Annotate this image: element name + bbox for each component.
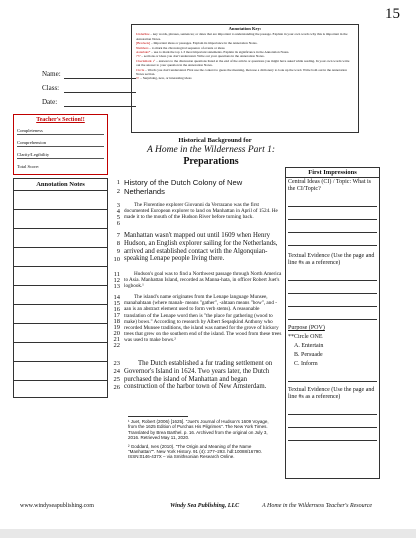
line-number: 16 [113, 306, 120, 313]
page-number: 15 [385, 6, 400, 22]
central-ideas-prompt: Central Ideas (CI) / Topic: What is the CI/Topic? [288, 179, 372, 192]
notes-line[interactable] [14, 381, 107, 399]
answer-line[interactable] [288, 194, 377, 207]
answer-line[interactable] [288, 428, 377, 441]
article-subtitle: Preparations [183, 156, 239, 167]
teacher-section-title: Teacher's Section!! [36, 117, 85, 123]
line-number: 20 [113, 330, 120, 337]
answer-line[interactable] [288, 294, 377, 307]
answer-line[interactable] [288, 281, 377, 294]
line-number: 3 [116, 202, 120, 209]
key-desc: – Words you don't understand. First use the context to guess the meaning, then use a dictionary to look up the word. Write both out in the Annotation Notes section. [136, 67, 347, 77]
answer-line[interactable] [288, 220, 377, 233]
purpose-option-entertain[interactable]: A. Entertain [294, 343, 324, 349]
line-number: 19 [113, 324, 120, 331]
answer-line[interactable] [288, 415, 377, 428]
criteria-row[interactable] [17, 138, 104, 147]
key-desc: – key words, phrases, sentences; or dates that are important to understanding the passage. Explain in your own words why this is important in the Annotation Notes. [136, 32, 348, 41]
footnote-2: ² Goddard, Ives (2010). "The Origin and Meaning of the Name "Manhattan"". New York History. 91 (4): 277–293. hdl:10088/16790. ISSN:0146-437X – via Smithsonian Research Online. [128, 443, 263, 460]
name-field[interactable] [42, 70, 61, 78]
footer-resource: A Home in the Wilderness Teacher's Resource [262, 503, 373, 509]
line-number: 11 [113, 271, 120, 278]
key-term: Checkmark ✓ [136, 58, 156, 63]
key-line [136, 32, 354, 41]
notes-line[interactable] [14, 286, 107, 305]
footer-publisher: Windy Sea Publishing, LLC [170, 503, 240, 509]
key-term: Circle [136, 67, 145, 72]
answer-line[interactable] [288, 268, 377, 281]
annotation-notes [13, 178, 108, 398]
teacher-section [13, 114, 108, 175]
textual-evidence-prompt-2: Textual Evidence (Use the page and line #s as a reference) [288, 387, 375, 400]
class-line [64, 92, 136, 93]
criteria-row[interactable] [17, 126, 104, 135]
class-field[interactable] [42, 84, 59, 92]
footnote-1: ¹ Juet, Robert (2006) [1625]. "Juet's Journal of Hudson's 1609 Voyage, from the 1625 Edition of Purchas His Pilgrimes". The New York Times. Translated by Brea Barthel. p. 16. Archived from the original on July 3, 2016. Retrieved May 11, 2020. [128, 419, 269, 441]
line-number: 26 [113, 384, 120, 391]
criteria-row[interactable] [17, 162, 104, 170]
line-number: 13 [113, 283, 120, 290]
notes-line[interactable] [14, 210, 107, 229]
key-desc: – to mark the chronological sequence of events or ideas [148, 45, 225, 50]
key-term: Underline [136, 32, 150, 37]
line-number: 8 [116, 240, 120, 247]
notes-line[interactable] [14, 324, 107, 343]
key-line [136, 59, 354, 68]
criteria-label: Clarity/Legibility [17, 152, 50, 157]
line-number: 2 [116, 188, 120, 195]
key-desc: – sections or ideas you don't understand. Write out your questions in the Annotation Notes. [140, 54, 265, 59]
purpose-instruction: **Circle ONE [288, 334, 323, 340]
answer-line[interactable] [288, 207, 377, 220]
criteria-label: Completeness [17, 128, 43, 133]
line-number: 1 [116, 179, 120, 186]
footnote-rule [128, 416, 188, 417]
paragraph: The Florentine explorer Giovanni da Verrazano was the first documented European explorer to land on Manhattan in April of 1524. He made it to the mouth of the Hudson River before turning back. [124, 202, 278, 221]
purpose-option-persuade[interactable]: B. Persuade [294, 352, 323, 358]
line-number: 6 [116, 220, 120, 227]
article-body [108, 177, 284, 397]
background-label: Historical Background for [178, 137, 252, 144]
purpose-option-inform[interactable]: C. Inform [294, 361, 318, 367]
page-bottom-bar [0, 529, 416, 538]
first-impressions-panel [285, 167, 380, 479]
key-desc: – answers to the discussion questions listed at the end of the article or questions you might have asked while reading. In your own words write out the answer to your question in the Annotation Notes. [136, 58, 350, 68]
date-field[interactable] [42, 98, 57, 106]
line-number: 17 [113, 312, 120, 319]
line-number: 5 [116, 214, 120, 221]
answer-line[interactable] [288, 233, 377, 246]
name-label: Name: [42, 70, 61, 78]
notes-line[interactable] [14, 248, 107, 267]
name-line [64, 78, 136, 79]
line-number: 25 [113, 376, 120, 383]
paragraph: Hudson's goal was to find a Northwest passage through North America to Asia. Manhattan Island, recorded as Manna-hata, in officer Robert Juet's logbook.¹ [124, 271, 282, 290]
line-number: 10 [113, 256, 120, 263]
paragraph: The island's name originates from the Lenape language Munsee, manahahtaan (where manah- means "gather", -ahtaan means "bow", and -aan is an abstract element used to form verb stems). A reasonable translation of the Lenape word then is "the place for gathering (wood to make) bows." According to research by Albert Seqaqkind Anthony who recorded Munsee traditions, the island was named for the grove of hickory trees that grew on the southern end of the island. The wood from these trees was used to make bows.² [124, 294, 282, 344]
line-number: 22 [113, 342, 120, 349]
line-number: 21 [113, 336, 120, 343]
purpose-title: Purpose (POV) [288, 325, 325, 331]
section-heading: History of the Dutch Colony of New Netherlands [124, 178, 243, 196]
date-label: Date: [42, 98, 58, 106]
answer-line[interactable] [288, 402, 377, 415]
textual-evidence-prompt: Textual Evidence (Use the page and line #s as a reference) [288, 253, 375, 266]
line-number: 9 [116, 248, 120, 255]
key-term: Numbers [136, 45, 149, 50]
total-score-label: Total Score: [17, 164, 40, 169]
class-label: Class: [42, 84, 60, 92]
line-number: 24 [113, 368, 120, 375]
answer-line[interactable] [288, 307, 377, 320]
footnotes [128, 419, 278, 460]
key-term: Asterisks* [136, 50, 151, 55]
key-term: !!! [136, 76, 140, 81]
key-line [136, 68, 354, 77]
paragraph: The Dutch established a fur trading settlement on Governor's Island in 1624. Two years later, the Dutch purchased the island of Manhattan and began construction of the harbor town of New Amsterdam. [124, 360, 273, 391]
footer-website: www.windyseapublishing.com [20, 503, 94, 509]
notes-line[interactable] [14, 362, 107, 381]
key-desc: – Important ideas or passages. Explain its importance in the Annotation Notes. [150, 41, 258, 46]
first-impressions-title: First Impressions [286, 168, 379, 178]
criteria-row[interactable] [17, 150, 104, 159]
annotation-key [131, 24, 359, 133]
line-number: 18 [113, 318, 120, 325]
line-number: 23 [113, 360, 120, 367]
notes-line[interactable] [14, 305, 107, 324]
date-line [64, 106, 136, 107]
notes-line[interactable] [14, 343, 107, 362]
line-number: 14 [113, 294, 120, 301]
line-number: 7 [116, 232, 120, 239]
notes-line[interactable] [14, 191, 107, 210]
notes-line[interactable] [14, 229, 107, 248]
line-number: 12 [113, 277, 120, 284]
key-term: [Brackets] [136, 41, 151, 46]
key-term: ??? [136, 54, 141, 59]
key-desc: – use to mark the top 1-3 most important statements. Explain its significance in the Annotation Notes. [150, 50, 290, 55]
annotation-key-title: Annotation Key: [228, 26, 262, 31]
paragraph: Manhattan wasn't mapped out until 1609 when Henry Hudson, an English explorer sailing for the Netherlands, arrived and established contact with the Algonquian-speaking Lenape people living there. [124, 232, 278, 263]
key-desc: – Surprising, new, or interesting ideas [139, 76, 192, 81]
criteria-label: Comprehension [17, 140, 47, 145]
article-title: A Home in the Wilderness Part 1: [146, 145, 276, 155]
line-number: 15 [113, 300, 120, 307]
notes-line[interactable] [14, 267, 107, 286]
answer-line[interactable] [288, 369, 377, 382]
key-line [136, 76, 354, 80]
line-number: 4 [116, 208, 120, 215]
annotation-notes-title: Annotation Notes [14, 179, 107, 191]
